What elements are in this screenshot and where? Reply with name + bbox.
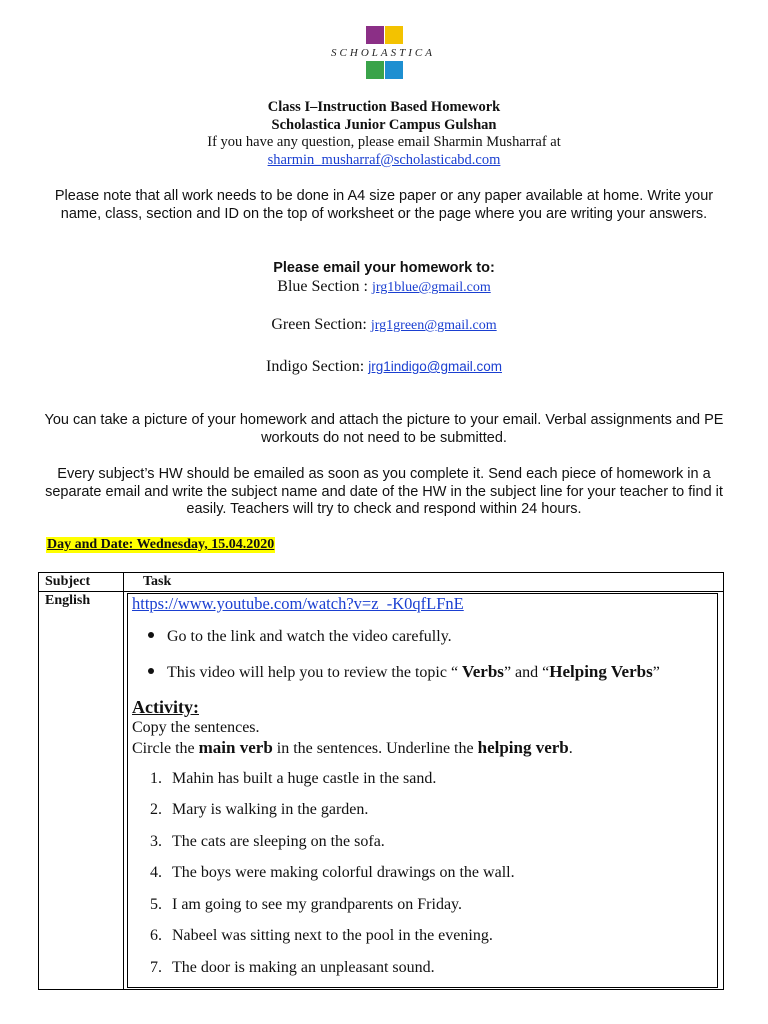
sentence-text: Mahin has built a huge castle in the sand.	[172, 770, 437, 787]
bullet-text-review: This video will help you to review the topic “	[167, 664, 463, 681]
email-heading: Please email your homework to:	[273, 260, 495, 276]
logo-tile-yellow	[385, 26, 403, 44]
bullet-text-watch: Go to the link and watch the video carefully.	[167, 628, 452, 645]
blue-section-line	[0, 278, 768, 296]
blue-section-label: Blue Section :	[277, 278, 368, 295]
bullet-item	[148, 662, 660, 682]
logo-wordmark: SCHOLASTICA	[331, 47, 435, 59]
sentence-text: The door is making an unpleasant sound.	[172, 959, 435, 976]
question-line: If you have any question, please email Sharmin Musharraf at	[207, 134, 561, 150]
indigo-section-email-link[interactable]: jrg1indigo@gmail.com	[368, 359, 502, 374]
sentence-text: Nabeel was sitting next to the pool in the evening.	[172, 927, 493, 944]
list-item: 6. Nabeel was sitting next to the pool in the evening.	[150, 927, 493, 944]
activity-heading: Activity:	[132, 697, 199, 717]
logo-tile-green	[366, 61, 384, 79]
copy-instruction: Copy the sentences.	[132, 719, 260, 736]
table-column-divider	[123, 573, 124, 989]
bullet-dot-icon	[148, 632, 154, 638]
topic-verbs: Verbs	[462, 662, 504, 681]
circle-text-end: .	[568, 740, 573, 757]
bullet-text-and: ” and “	[503, 664, 550, 681]
helping-verb-term: helping verb	[477, 738, 569, 757]
task-cell	[127, 593, 718, 988]
sentence-text: I am going to see my grandparents on Friday.	[172, 896, 463, 913]
green-section-label: Green Section:	[271, 316, 367, 333]
bullet-dot-icon	[148, 668, 154, 674]
bullet-item	[148, 628, 452, 646]
list-item: 5. I am going to see my grandparents on Friday.	[150, 896, 463, 913]
logo-tile-purple	[366, 26, 384, 44]
a4-note-paragraph: Please note that all work needs to be done in A4 size paper or any paper available at home. Write your name, class, section and ID on the top of worksheet or the page where you are writing your answers.	[54, 188, 714, 222]
green-section-email-link[interactable]: jrg1green@gmail.com	[370, 318, 497, 333]
picture-note-paragraph: You can take a picture of your homework and attach the picture to your email. Verbal assignments and PE workouts do not need to be submitted.	[44, 412, 724, 446]
list-item: 1. Mahin has built a huge castle in the sand.	[150, 770, 437, 787]
sentence-text: The cats are sleeping on the sofa.	[172, 833, 385, 850]
subject-note-paragraph: Every subject’s HW should be emailed as soon as you complete it. Send each piece of homework in a separate email and write the subject name and date of the HW in the subject line for your teacher to find it easily. Teachers will try to check and respond within 24 hours.	[45, 466, 723, 517]
indigo-section-label: Indigo Section:	[266, 358, 365, 375]
sentence-text: Mary is walking in the garden.	[172, 801, 369, 818]
list-item: 3. The cats are sleeping on the sofa.	[150, 833, 385, 850]
contact-email-link[interactable]: sharmin_musharraf@scholasticabd.com	[267, 151, 501, 168]
topic-helping-verbs: Helping Verbs	[549, 662, 653, 681]
column-header-subject: Subject	[45, 574, 91, 589]
table-header-row	[39, 573, 723, 592]
document-title: Class I–Instruction Based Homework	[267, 99, 501, 115]
main-verb-term: main verb	[198, 738, 273, 757]
circle-text-mid: in the sentences. Underline the	[272, 740, 478, 757]
column-header-task: Task	[143, 574, 172, 589]
list-item: 2. Mary is walking in the garden.	[150, 801, 369, 818]
indigo-section-line	[0, 358, 768, 376]
green-section-line	[0, 316, 768, 334]
circle-text-pre: Circle the	[132, 740, 199, 757]
day-date-highlight: Day and Date: Wednesday, 15.04.2020	[47, 537, 275, 552]
subject-cell-english: English	[45, 593, 91, 608]
list-item: 7. The door is making an unpleasant sound.	[150, 959, 435, 976]
homework-table	[38, 572, 724, 990]
blue-section-email-link[interactable]: jrg1blue@gmail.com	[371, 280, 491, 295]
sentence-text: The boys were making colorful drawings on the wall.	[172, 864, 515, 881]
circle-instruction	[132, 738, 573, 758]
document-header	[0, 99, 768, 169]
list-item: 4. The boys were making colorful drawings on the wall.	[150, 864, 515, 881]
school-logo	[318, 26, 448, 84]
youtube-video-link[interactable]: https://www.youtube.com/watch?v=z_-K0qfLFnE	[132, 594, 464, 613]
bullet-text-close-quote: ”	[652, 664, 660, 681]
campus-name: Scholastica Junior Campus Gulshan	[271, 116, 497, 133]
logo-tile-blue	[385, 61, 403, 79]
